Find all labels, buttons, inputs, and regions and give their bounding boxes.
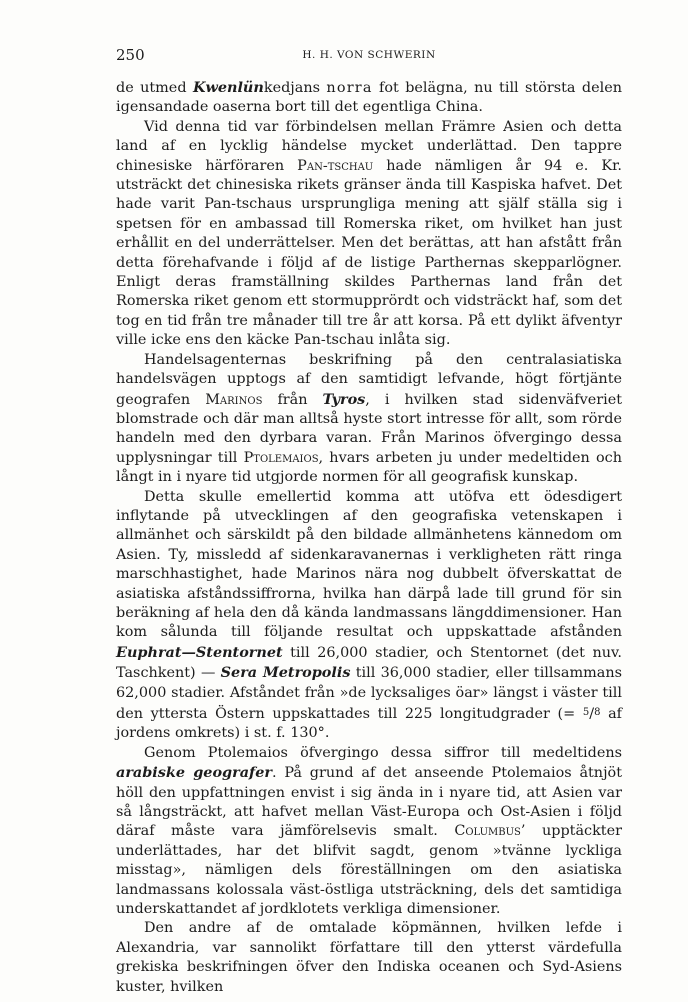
text-run: fot belägna, nu till största delen igensandade oaserna bort till det egentliga China. bbox=[116, 80, 622, 116]
page-header bbox=[116, 46, 622, 68]
text-run: hade nämligen år 94 e. Kr. utsträckt det chinesiska rikets gränser ända till Kaspiska hafvet. Det hade varit Pan-tschaus ursprungliga mening att själf ställa sig i spetsen för en ambassad till Romerska riket, om hvilket han just erhållit en del underrättelser. Men det berättas, att han afstått från detta förehafvande i följd af de listige Parthernas skepparlögner. Enligt deras framställning skildes Parthernas land från det Romerska riket genom ett stormupprördt och vidsträckt haf, som det tog en tid från tre månader till tre år att korsa. På ett dylikt äfventyr ville icke ens den käcke Pan-tschau inlåta sig. bbox=[116, 157, 623, 349]
paragraph bbox=[116, 351, 622, 488]
text-run: . På grund af det anseende Ptolemaios åtnjöt höll den uppfattningen envist i sig ända in i nyare tid, att Asien var så långsträckt, att hafvet mellan Väst-Europa och Ost-Asien i följd däraf måste vara jämförelsevis smalt. bbox=[116, 765, 622, 840]
text-run: till 26,000 stadier, och Stentornet (det nuv. Taschkent) — bbox=[116, 644, 622, 682]
text-run: Den andre af de omtalade köpmännen, hvilken lefde i Alexandria, var sannolikt författare till den ytterst värdefulla grekiska beskrifningen öfver den Indiska oceanen och Syd-Asiens kuster, hvilken bbox=[116, 920, 622, 995]
text-run: Genom Ptolemaios öfvergingo dessa siffror till medeltidens bbox=[144, 744, 622, 761]
paragraph bbox=[116, 78, 622, 118]
text-run-sc: Marinos bbox=[205, 391, 263, 408]
text-run: från bbox=[262, 391, 323, 408]
paragraph bbox=[116, 118, 622, 351]
text-run: kedjans bbox=[263, 80, 327, 96]
running-title: H. H. VON SCHWERIN bbox=[302, 49, 436, 61]
text-run-bi: Kwenlün bbox=[192, 79, 264, 96]
text-run-bi: arabiske geografer bbox=[116, 764, 272, 782]
text-run-frac: 5 bbox=[582, 707, 590, 718]
text-run-frac: 8 bbox=[594, 707, 601, 718]
text-run: Handelsagenternas beskrifning på den centralasiatiska handelsvägen upptogs af den samtidigt lefvande, högt förtjänte geografen bbox=[116, 351, 622, 408]
text-run: Vid denna tid var förbindelsen mellan Främre Asien och detta land af en lycklig händelse mycket underlättad. Den tappre chinesiske härföraren bbox=[116, 118, 622, 174]
body-text bbox=[116, 78, 622, 997]
text-run-sc: Columbus bbox=[454, 823, 521, 840]
paragraph bbox=[116, 744, 622, 920]
paragraph bbox=[116, 919, 622, 997]
text-run: de utmed bbox=[116, 80, 193, 96]
text-run-sp: norra bbox=[326, 80, 373, 96]
text-run: till 36,000 stadier, eller tillsammans 62,000 stadier. Afståndet från »de lycksaliges öar» längst i väster till den yttersta Östern uppskattades till 225 longitudgrader (= bbox=[116, 665, 622, 722]
text-run: af jordens omkrets) i st. f. 130°. bbox=[116, 706, 622, 742]
page-number: 250 bbox=[116, 46, 145, 64]
text-run-sc: Ptolemaios bbox=[243, 449, 319, 466]
text-run: ’ upptäckter underlättades, har det blifvit sagdt, genom »tvänne lyckliga misstag», nämligen dels föreställningen om den asiatiska landmassans kolossala väst-östliga utsträckning, dels det samtidiga underskattandet af jordklotets verkliga dimensioner. bbox=[116, 823, 622, 918]
text-run-bi: Tyros bbox=[322, 390, 366, 408]
text-run: / bbox=[589, 706, 595, 722]
text-run: , hvars arbeten ju under medeltiden och långt in i nyare tid utgjorde normen för all geografisk kunskap. bbox=[116, 449, 622, 486]
text-run-sc: Pan-tschau bbox=[297, 157, 374, 174]
text-run-bi: Euphrat—Stentornet bbox=[116, 643, 283, 661]
text-run: Detta skulle emellertid komma att utöfva ett ödesdigert inflytande på utvecklingen af den geografiska vetenskapen i allmänhet och särskildt på den bildade allmänhetens kännedom om Asien. Ty, missledd af sidenkaravanernas i verkligheten rätt ringa marschhastighet, hade Marinos nära nog dubbelt öfverskattat de asiatiska afståndssiffrorna, hvilka han därpå lade till grund för sin beräkning af hela den då kända landmassans längddimensioner. Han kom sålunda till följande resultat och uppskattade afstånden bbox=[116, 488, 622, 641]
paragraph bbox=[116, 488, 622, 744]
text-run-bi: Sera Metropolis bbox=[220, 664, 351, 682]
text-run: , i hvilken stad sidenväfveriet blomstrade och där man alltså hyste stort intresse för allt, som rörde handeln med den dyrbara varan. Från Marinos öfvergingo dessa upplysningar till bbox=[116, 391, 623, 466]
